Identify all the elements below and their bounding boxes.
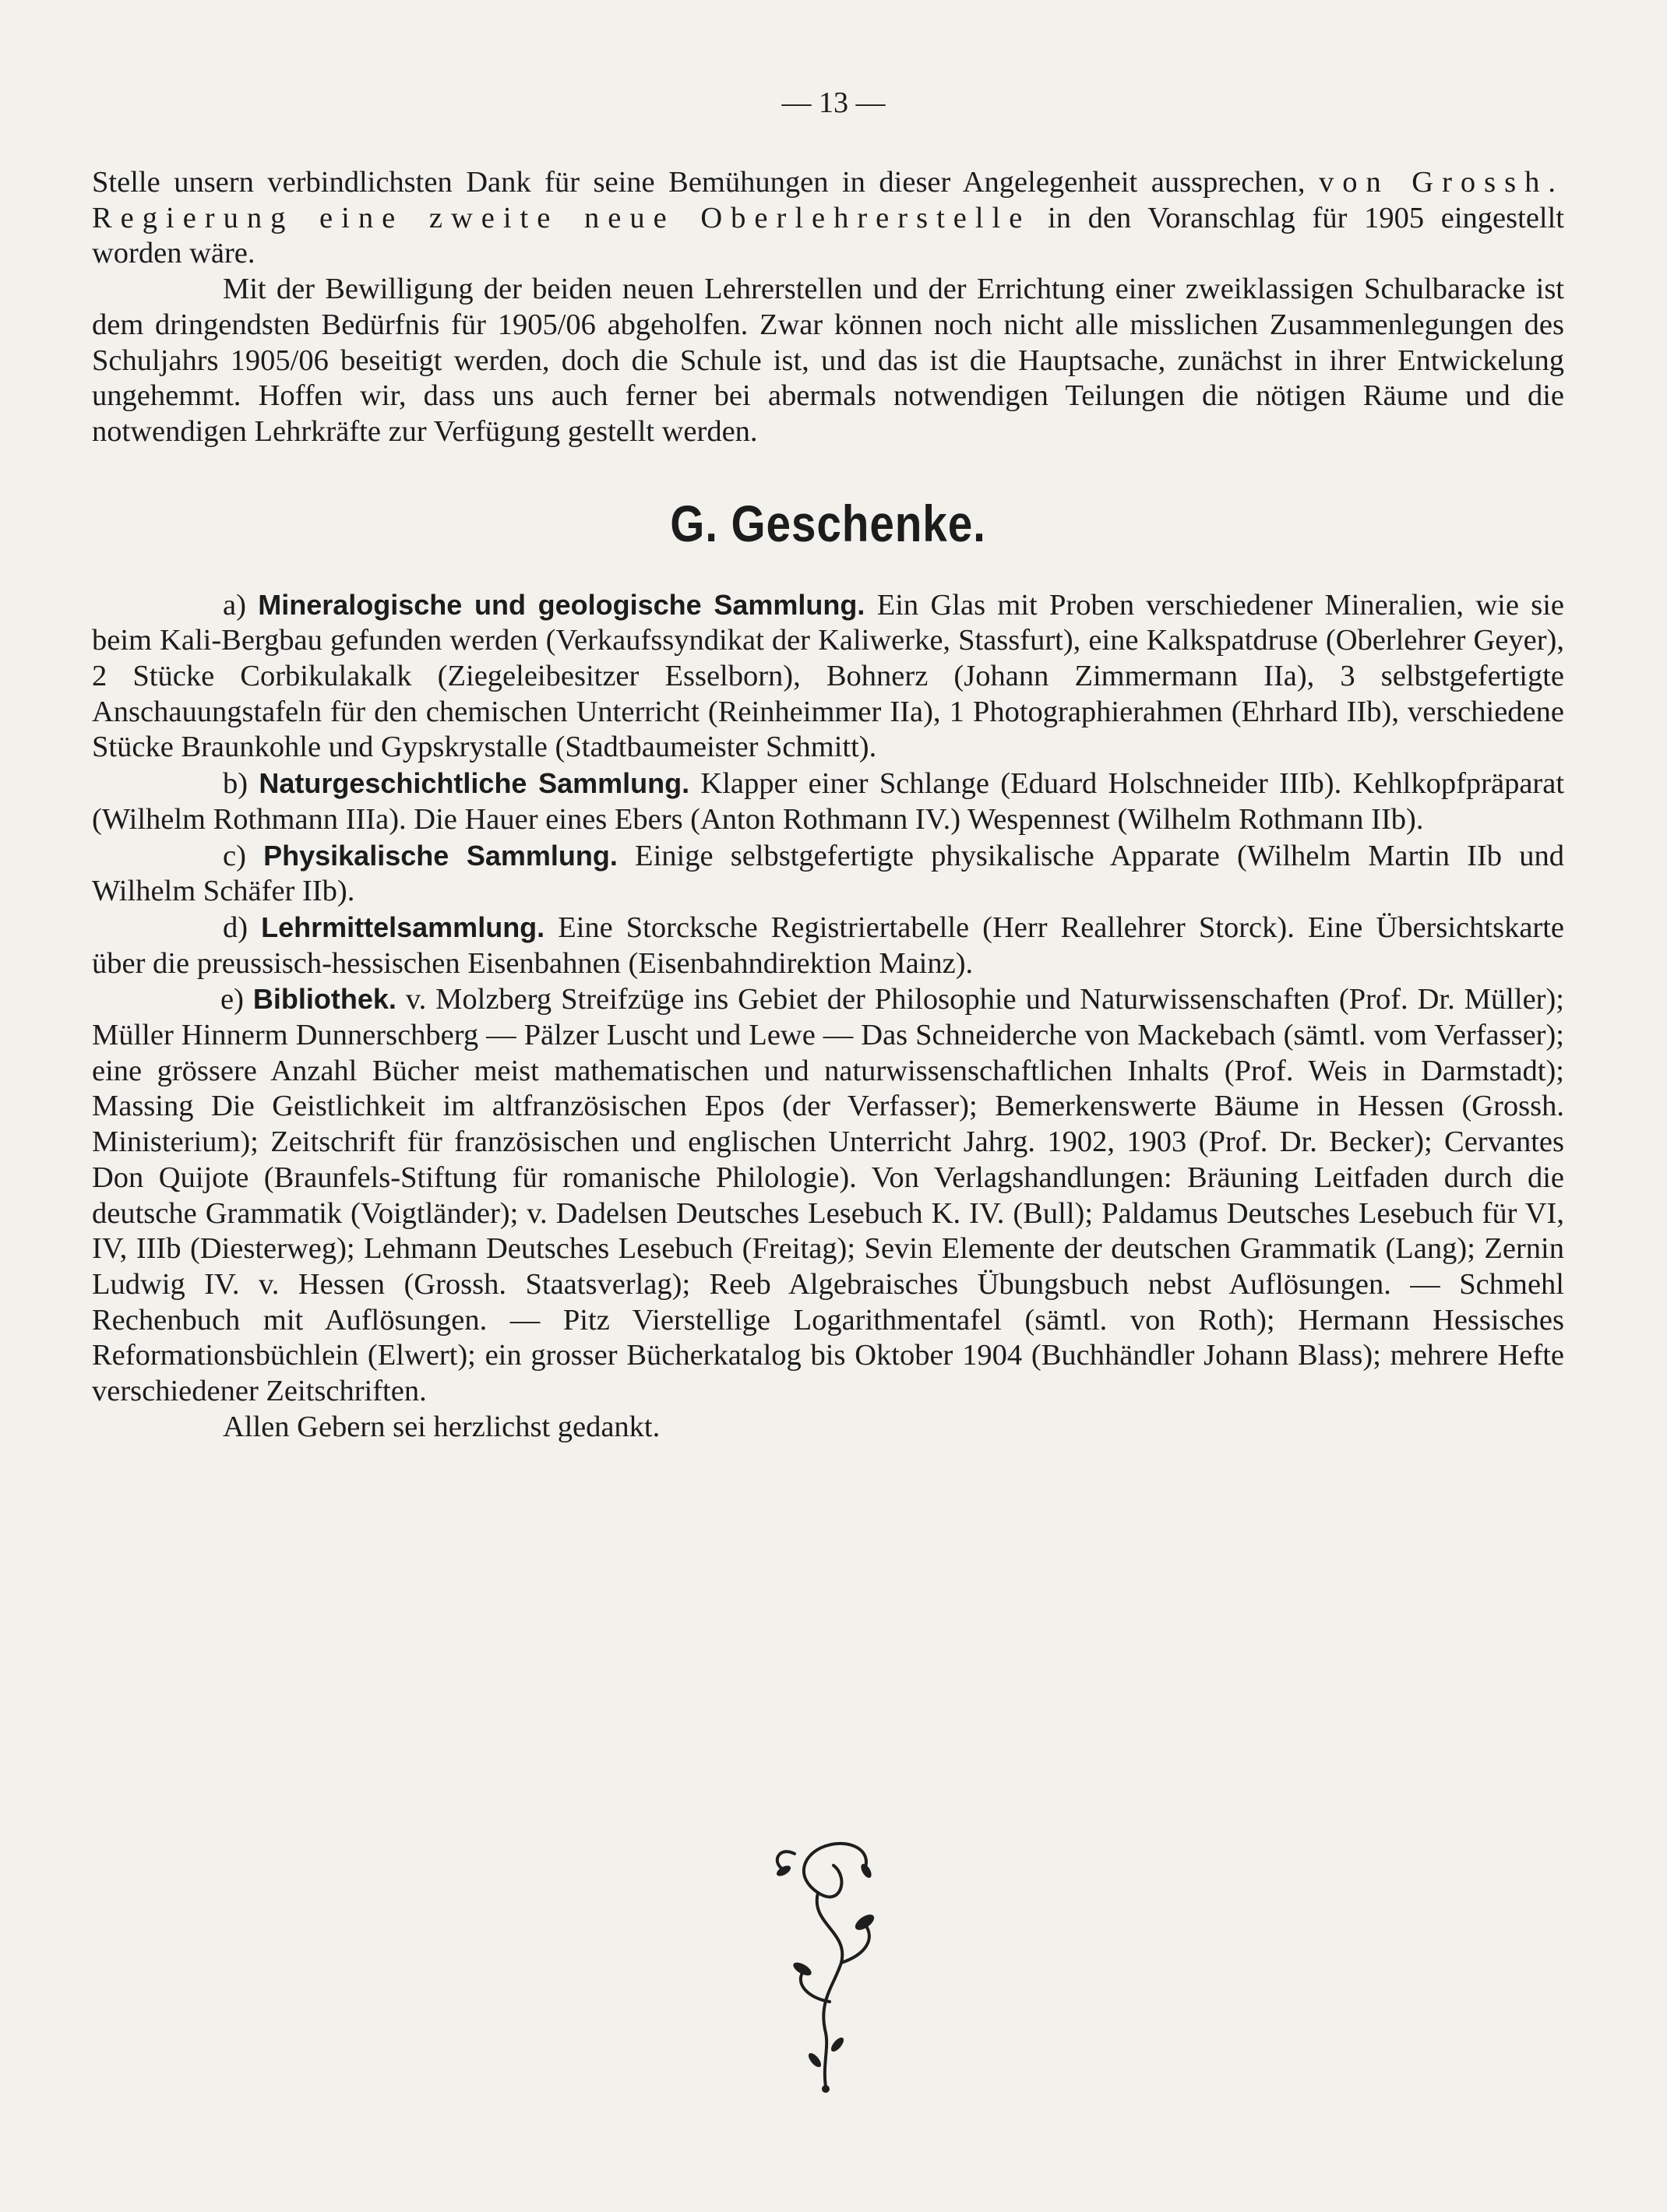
item-label: Mineralogische und geologische Sammlung.	[258, 588, 865, 621]
gift-item-a	[92, 587, 1564, 766]
item-label: Bibliothek.	[252, 983, 396, 1016]
item-prefix: e)	[220, 983, 244, 1016]
gift-item-b	[92, 766, 1564, 837]
body-text	[92, 165, 1564, 1446]
item-prefix: c)	[223, 839, 246, 872]
item-label: Physikalische Sammlung.	[263, 839, 618, 872]
floral-ornament-icon	[748, 1823, 904, 2103]
item-text: Eine Storcksche Registriertabelle (Herr Reallehrer Storck). Eine Übersichtskarte über die preussisch-hessischen Eisenbahnen (Eisenbahndirektion Mainz).	[92, 911, 1565, 980]
item-prefix: b)	[223, 767, 248, 801]
gift-item-c	[92, 838, 1564, 910]
section-heading: G. Geschenke.	[670, 494, 986, 552]
intro-p1-start: Stelle unsern verbindlichsten Dank für seine Bemühungen in dieser Angelegenheit aussprechen,	[92, 166, 1306, 199]
item-prefix: a)	[223, 588, 246, 622]
page-number: — 13 —	[781, 86, 886, 119]
intro-p1-spaced: von Grossh. Regierung eine zweite neue Oberlehrerstelle	[92, 166, 1565, 234]
intro-paragraph-2: Mit der Bewilligung der beiden neuen Lehrerstellen und der Errichtung einer zweiklassigen Schulbaracke ist dem dringendsten Bedürfnis für 1905/06 abgeholfen. Zwar können noch nicht alle misslichen Zusammenlegungen des Schuljahrs 1905/06 beseitigt werden, doch die Schule ist, und das ist die Hauptsache, zunächst in ihrer Entwickelung ungehemmt. Hoffen wir, dass uns auch ferner bei abermals notwendigen Teilungen die nötigen Räume und die notwendigen Lehrkräfte zur Verfügung gestellt werden.	[92, 273, 1564, 448]
item-text: Einige selbstgefertigte physikalische Apparate (Wilhelm Martin IIb und Wilhelm Schäfer IIb).	[92, 839, 1564, 908]
item-label: Lehrmittelsammlung.	[261, 911, 545, 943]
item-text: Klapper einer Schlange (Eduard Holschneider IIIb). Kehlkopfpräparat (Wilhelm Rothmann IIIa). Die Hauer eines Ebers (Anton Rothmann IV.) Wespennest (Wilhelm Rothmann IIb).	[92, 767, 1565, 836]
closing-line: Allen Gebern sei herzlichst gedankt.	[223, 1410, 661, 1443]
intro-paragraph-1	[92, 165, 1564, 272]
item-text: Ein Glas mit Proben verschiedener Mineralien, wie sie beim Kali-Bergbau gefunden werden (Verkaufssyndikat der Kaliwerke, Stassfurt), eine Kalkspatdruse (Oberlehrer Geyer), 2 Stücke Corbikulakalk (Ziegeleibesitzer Esselborn), Bohnerz (Johann Zimmermann IIa), 3 selbstgefertigte Anschauungstafeln für den chemischen Unterricht (Reinheimmer IIa), 1 Photographierahmen (Ehrhard IIb), verschiedene Stücke Braunkohle und Gypskrystalle (Stadtbaumeister Schmitt).	[92, 588, 1564, 764]
gift-item-d	[92, 910, 1564, 981]
item-text: v. Molzberg Streifzüge ins Gebiet der Philosophie und Naturwissenschaften (Prof. Dr. Müller); Müller Hinnerm Dunnerschberg — Pälzer Luscht und Lewe — Das Schneiderche von Mackebach (sämtl. vom Verfasser); eine grössere Anzahl Bücher meist mathematischen und naturwissenschaftlichen Inhalts (Prof. Weis in Darmstadt); Massing Die Geistlichkeit im altfranzösischen Epos (der Verfasser); Bemerkenswerte Bäume in Hessen (Grossh. Ministerium); Zeitschrift für französischen und englischen Unterricht Jahrg. 1902, 1903 (Prof. Dr. Becker); Cervantes Don Quijote (Braunfels-Stiftung für romanische Philologie). Von Verlagshandlungen: Bräuning Leitfaden durch die deutsche Grammatik (Voigtländer); v. Dadelsen Deutsches Lesebuch K. IV. (Bull); Paldamus Deutsches Lesebuch für VI, IV, IIIb (Diesterweg); Lehmann Deutsches Lesebuch (Freitag); Sevin Elemente der deutschen Grammatik (Lang); Zernin Ludwig IV. v. Hessen (Grossh. Staatsverlag); Reeb Algebraisches Übungsbuch nebst Auflösungen. — Schmehl Rechenbuch mit Auflösungen. — Pitz Vierstellige Logarithmentafel (sämtl. von Roth); Hermann Hessisches Reformationsbüchlein (Elwert); ein grosser Bücherkatalog bis Oktober 1904 (Buchhändler Johann Blass); mehrere Hefte verschiedener Zeitschriften.	[92, 983, 1565, 1408]
intro-p1-end: in den Voranschlag für 1905 eingestellt worden wäre.	[92, 201, 1564, 270]
gift-item-e	[92, 981, 1564, 1409]
item-prefix: d)	[223, 911, 248, 944]
item-label: Naturgeschichtliche Sammlung.	[259, 767, 690, 800]
